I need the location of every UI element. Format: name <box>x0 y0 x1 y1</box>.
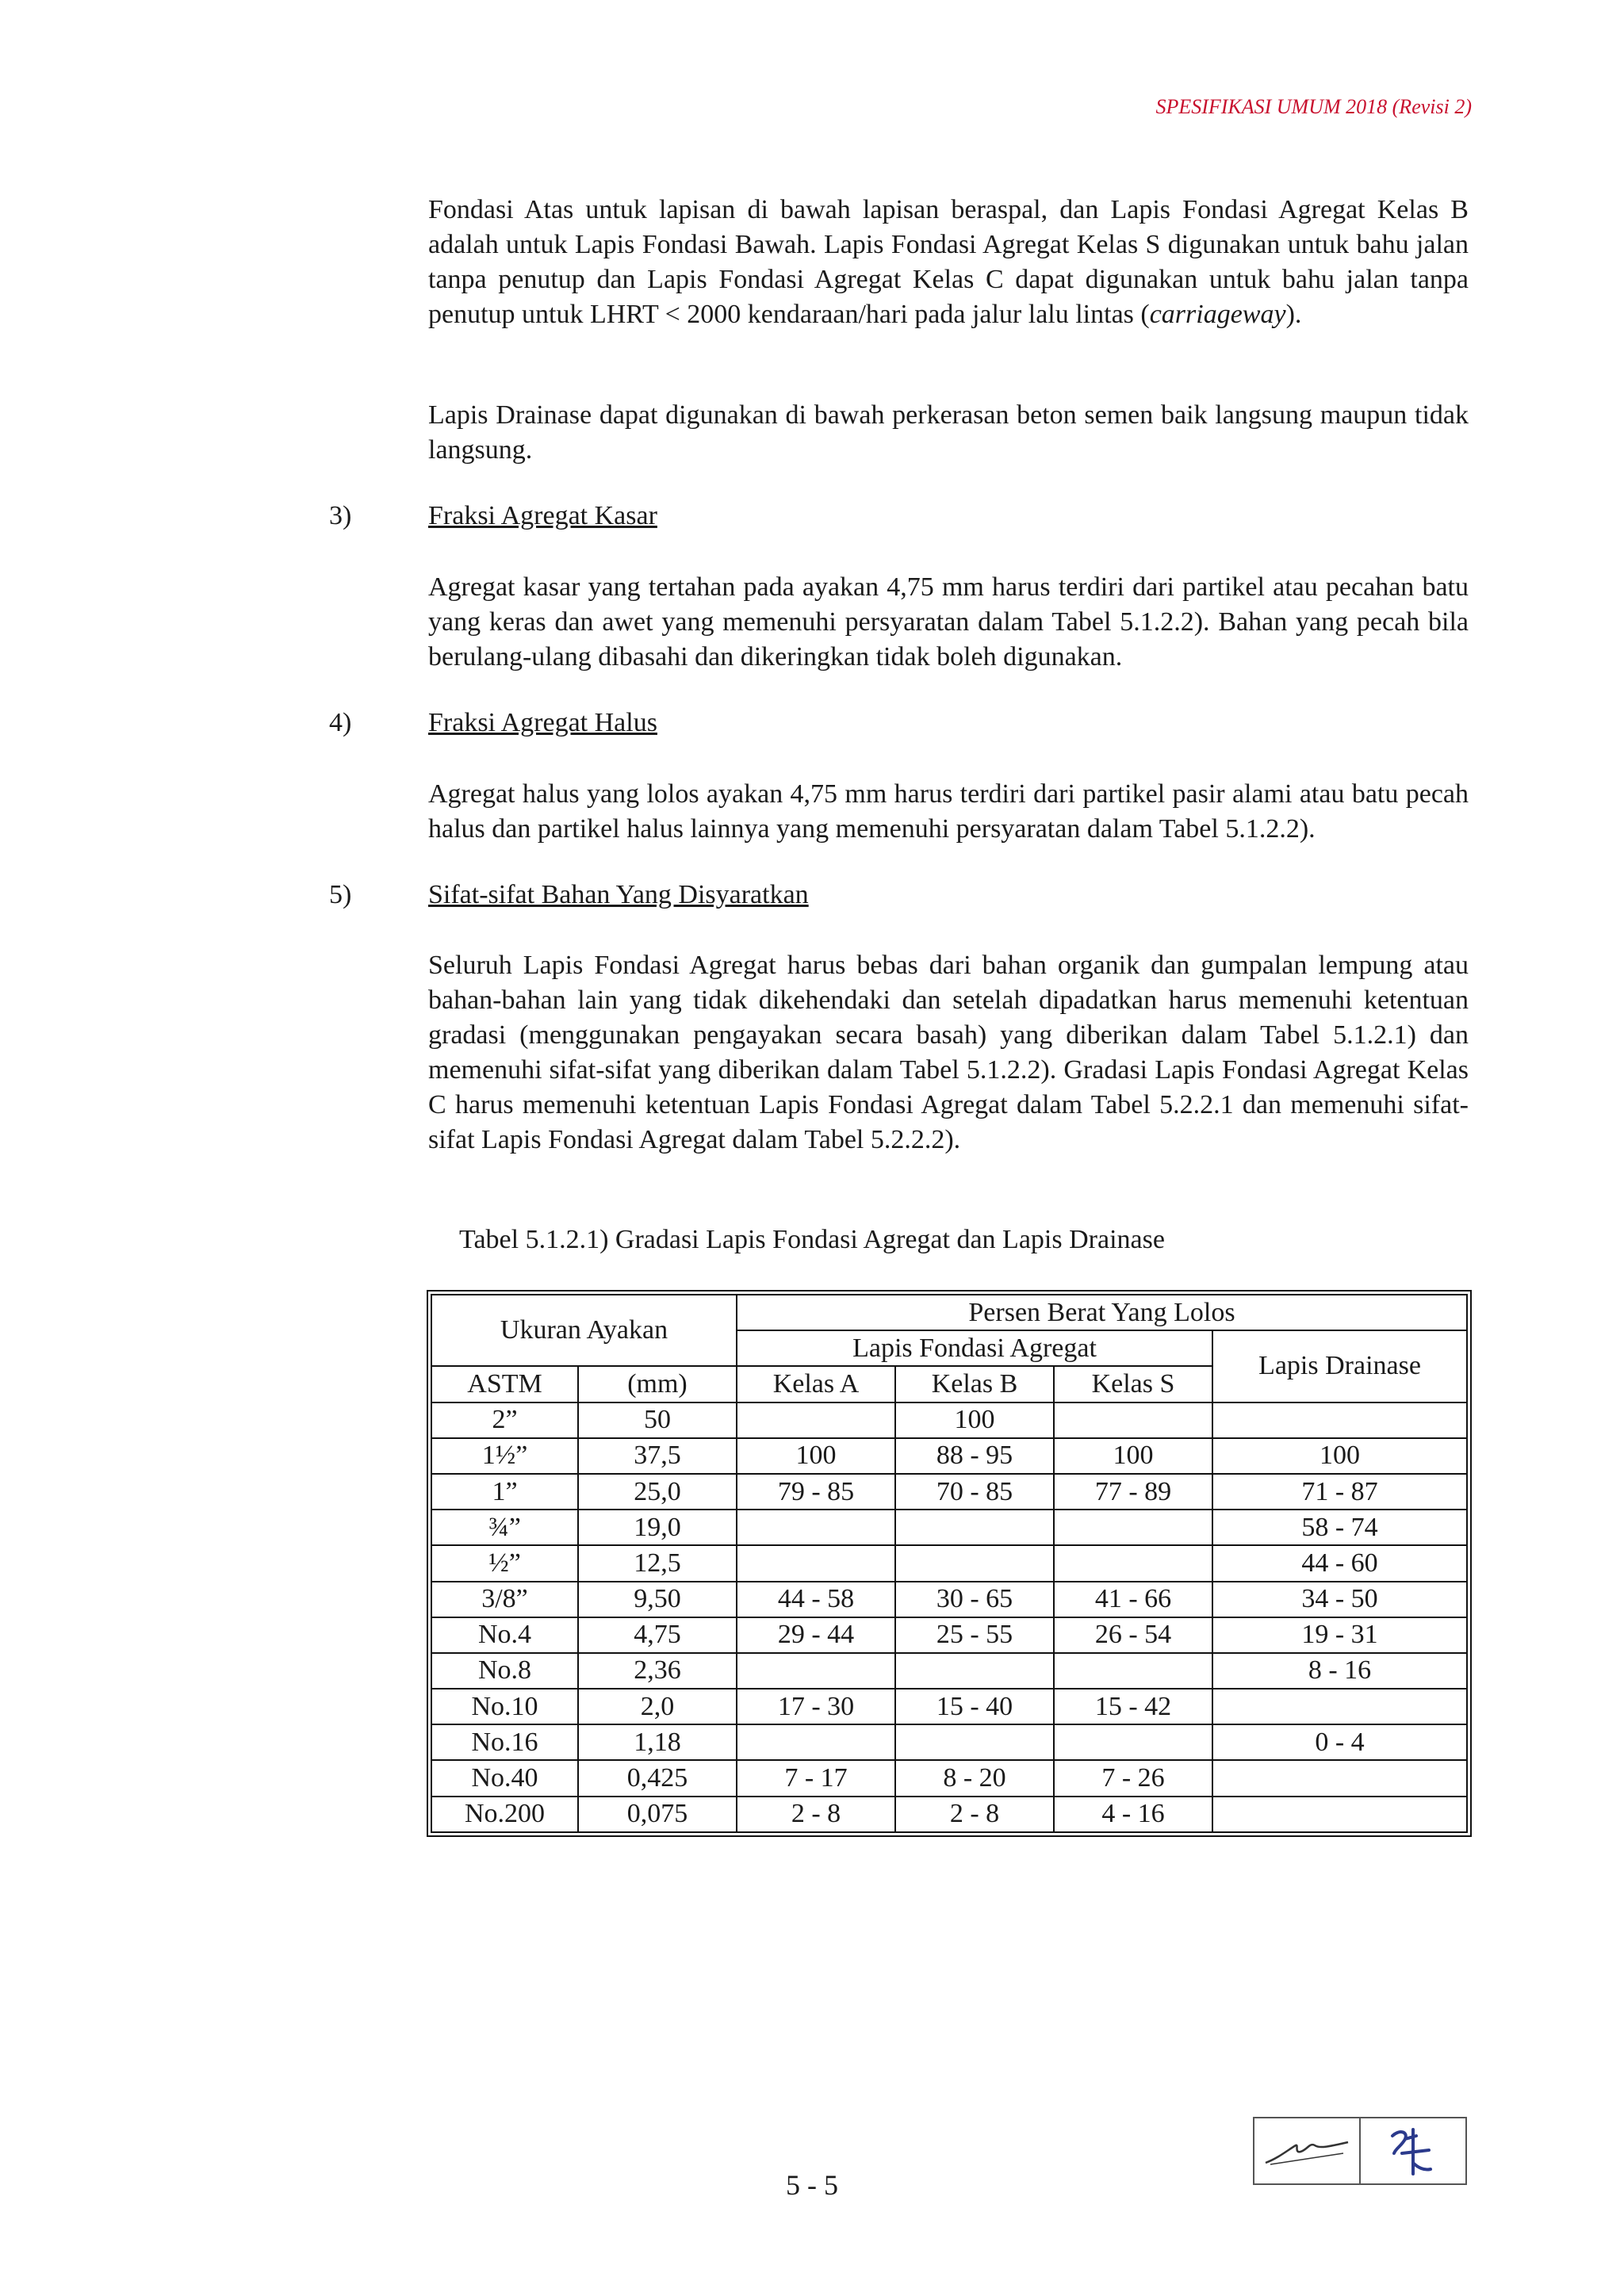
item-3-number: 3) <box>329 501 352 530</box>
cell-drainase <box>1212 1402 1467 1438</box>
item-4-body <box>428 777 1469 847</box>
cell-kelas-s <box>1054 1402 1212 1438</box>
cell-kelas-a: 100 <box>737 1438 895 1474</box>
intro-paragraph-1 <box>428 193 1469 332</box>
item-3-title: Fraksi Agregat Kasar <box>428 501 657 530</box>
cell-drainase <box>1212 1760 1467 1796</box>
cell-drainase: 19 - 31 <box>1212 1617 1467 1653</box>
header-kelas-s: Kelas S <box>1054 1366 1212 1402</box>
table-row <box>431 1545 1467 1581</box>
cell-kelas-s <box>1054 1653 1212 1689</box>
cell-mm: 12,5 <box>578 1545 737 1581</box>
cell-kelas-a: 79 - 85 <box>737 1474 895 1510</box>
header-lapis-fondasi: Lapis Fondasi Agregat <box>737 1330 1212 1366</box>
cell-kelas-b: 88 - 95 <box>895 1438 1054 1474</box>
cell-kelas-s <box>1054 1510 1212 1545</box>
cell-kelas-b: 2 - 8 <box>895 1797 1054 1832</box>
document-header: SPESIFIKASI UMUM 2018 (Revisi 2) <box>1155 95 1472 118</box>
cell-drainase: 58 - 74 <box>1212 1510 1467 1545</box>
cell-kelas-a: 7 - 17 <box>737 1760 895 1796</box>
intro-text-a: Fondasi Atas untuk lapisan di bawah lapisan beraspal, dan Lapis Fondasi Agregat Kelas B adalah untuk Lapis Fondasi Bawah. Lapis Fondasi Agregat Kelas S digunakan untuk bahu jalan tanpa penutup dan Lapis Fondasi Agregat Kelas C dapat digunakan untuk bahu jalan tanpa penutup untuk LHRT < 2000 kendaraan/hari pada jalur lalu lintas ( <box>428 195 1469 329</box>
table-row <box>431 1474 1467 1510</box>
table-row <box>431 1689 1467 1724</box>
cell-drainase: 100 <box>1212 1438 1467 1474</box>
header-persen-berat: Persen Berat Yang Lolos <box>737 1295 1467 1330</box>
cell-mm: 4,75 <box>578 1617 737 1653</box>
cell-drainase <box>1212 1689 1467 1724</box>
item-5-title: Sifat-sifat Bahan Yang Disyaratkan <box>428 880 809 909</box>
table-row <box>431 1760 1467 1796</box>
cell-mm: 50 <box>578 1402 737 1438</box>
cell-astm: ¾” <box>431 1510 578 1545</box>
cell-drainase: 8 - 16 <box>1212 1653 1467 1689</box>
cell-mm: 9,50 <box>578 1582 737 1617</box>
cell-kelas-b: 8 - 20 <box>895 1760 1054 1796</box>
cell-kelas-s: 41 - 66 <box>1054 1582 1212 1617</box>
header-astm: ASTM <box>431 1366 578 1402</box>
gradation-table <box>427 1290 1472 1837</box>
cell-drainase: 0 - 4 <box>1212 1724 1467 1760</box>
item-5-text: Seluruh Lapis Fondasi Agregat harus bebas dari bahan organik dan gumpalan lempung atau bahan-bahan lain yang tidak dikehendaki dan setelah dipadatkan harus memenuhi ketentuan gradasi (menggunakan pengayakan secara basah) yang diberikan dalam Tabel 5.1.2.1) dan memenuhi sifat-sifat yang diberikan dalam Tabel 5.1.2.2). Gradasi Lapis Fondasi Agregat Kelas C harus memenuhi ketentuan Lapis Fondasi Agregat dalam Tabel 5.2.2.1 dan memenuhi sifat-sifat Lapis Fondasi Agregat dalam Tabel 5.2.2.2). <box>428 951 1469 1154</box>
cell-kelas-b: 15 - 40 <box>895 1689 1054 1724</box>
gradation-table-grid <box>431 1294 1468 1833</box>
cell-astm: No.200 <box>431 1797 578 1832</box>
table-row <box>431 1724 1467 1760</box>
intro-text-b: ). <box>1285 300 1302 329</box>
item-5-body <box>428 948 1469 1158</box>
table-row <box>431 1402 1467 1438</box>
cell-kelas-b: 30 - 65 <box>895 1582 1054 1617</box>
cell-kelas-b <box>895 1724 1054 1760</box>
cell-astm: 3/8” <box>431 1582 578 1617</box>
cell-kelas-a: 29 - 44 <box>737 1617 895 1653</box>
cell-mm: 2,36 <box>578 1653 737 1689</box>
cell-kelas-a: 17 - 30 <box>737 1689 895 1724</box>
cell-astm: No.8 <box>431 1653 578 1689</box>
cell-kelas-s: 100 <box>1054 1438 1212 1474</box>
page-number: 5 - 5 <box>786 2169 838 2201</box>
cell-kelas-b: 100 <box>895 1402 1054 1438</box>
item-3-body <box>428 570 1469 675</box>
item-5-number: 5) <box>329 880 352 909</box>
cell-kelas-b: 70 - 85 <box>895 1474 1054 1510</box>
cell-kelas-s <box>1054 1545 1212 1581</box>
table-caption: Tabel 5.1.2.1) Gradasi Lapis Fondasi Agregat dan Lapis Drainase <box>459 1225 1165 1254</box>
cell-astm: No.4 <box>431 1617 578 1653</box>
cell-kelas-b: 25 - 55 <box>895 1617 1054 1653</box>
cell-kelas-b <box>895 1510 1054 1545</box>
cell-mm: 37,5 <box>578 1438 737 1474</box>
cell-kelas-a <box>737 1545 895 1581</box>
cell-kelas-s: 15 - 42 <box>1054 1689 1212 1724</box>
cell-kelas-s: 26 - 54 <box>1054 1617 1212 1653</box>
cell-kelas-a: 2 - 8 <box>737 1797 895 1832</box>
cell-mm: 2,0 <box>578 1689 737 1724</box>
cell-astm: No.16 <box>431 1724 578 1760</box>
table-row <box>431 1797 1467 1832</box>
table-row <box>431 1438 1467 1474</box>
cell-astm: 2” <box>431 1402 578 1438</box>
cell-mm: 1,18 <box>578 1724 737 1760</box>
item-4-text: Agregat halus yang lolos ayakan 4,75 mm harus terdiri dari partikel pasir alami atau batu pecah halus dan partikel halus lainnya yang memenuhi persyaratan dalam Tabel 5.1.2.2). <box>428 779 1469 844</box>
cell-kelas-a <box>737 1653 895 1689</box>
cell-kelas-s: 7 - 26 <box>1054 1760 1212 1796</box>
cell-astm: No.40 <box>431 1760 578 1796</box>
item-4-title: Fraksi Agregat Halus <box>428 708 657 737</box>
cell-astm: No.10 <box>431 1689 578 1724</box>
cell-kelas-a <box>737 1402 895 1438</box>
cell-kelas-a: 44 - 58 <box>737 1582 895 1617</box>
cell-astm: ½” <box>431 1545 578 1581</box>
cell-drainase <box>1212 1797 1467 1832</box>
cell-astm: 1” <box>431 1474 578 1510</box>
intro-italic-term: carriageway <box>1149 300 1286 329</box>
cell-mm: 19,0 <box>578 1510 737 1545</box>
intro-paragraph-2 <box>428 398 1469 468</box>
table-row <box>431 1582 1467 1617</box>
item-3-text: Agregat kasar yang tertahan pada ayakan 4,75 mm harus terdiri dari partikel atau pecahan batu yang keras dan awet yang memenuhi persyaratan dalam Tabel 5.1.2.2). Bahan yang pecah bila berulang-ulang dibasahi dan dikeringkan tidak boleh digunakan. <box>428 572 1469 672</box>
cell-kelas-a <box>737 1724 895 1760</box>
item-4-number: 4) <box>329 708 352 737</box>
header-kelas-a: Kelas A <box>737 1366 895 1402</box>
cell-kelas-s <box>1054 1724 1212 1760</box>
table-row <box>431 1510 1467 1545</box>
header-lapis-drainase: Lapis Drainase <box>1212 1330 1467 1402</box>
cell-kelas-a <box>737 1510 895 1545</box>
cell-kelas-b <box>895 1653 1054 1689</box>
cell-kelas-s: 4 - 16 <box>1054 1797 1212 1832</box>
cell-drainase: 44 - 60 <box>1212 1545 1467 1581</box>
header-ukuran-ayakan: Ukuran Ayakan <box>431 1295 737 1366</box>
cell-mm: 25,0 <box>578 1474 737 1510</box>
table-row <box>431 1617 1467 1653</box>
table-row <box>431 1653 1467 1689</box>
intro-text-2: Lapis Drainase dapat digunakan di bawah perkerasan beton semen baik langsung maupun tidak langsung. <box>428 400 1469 465</box>
cell-kelas-s: 77 - 89 <box>1054 1474 1212 1510</box>
cell-astm: 1½” <box>431 1438 578 1474</box>
header-kelas-b: Kelas B <box>895 1366 1054 1402</box>
cell-drainase: 71 - 87 <box>1212 1474 1467 1510</box>
cell-kelas-b <box>895 1545 1054 1581</box>
cell-mm: 0,075 <box>578 1797 737 1832</box>
cell-mm: 0,425 <box>578 1760 737 1796</box>
header-mm: (mm) <box>578 1366 737 1402</box>
cell-drainase: 34 - 50 <box>1212 1582 1467 1617</box>
